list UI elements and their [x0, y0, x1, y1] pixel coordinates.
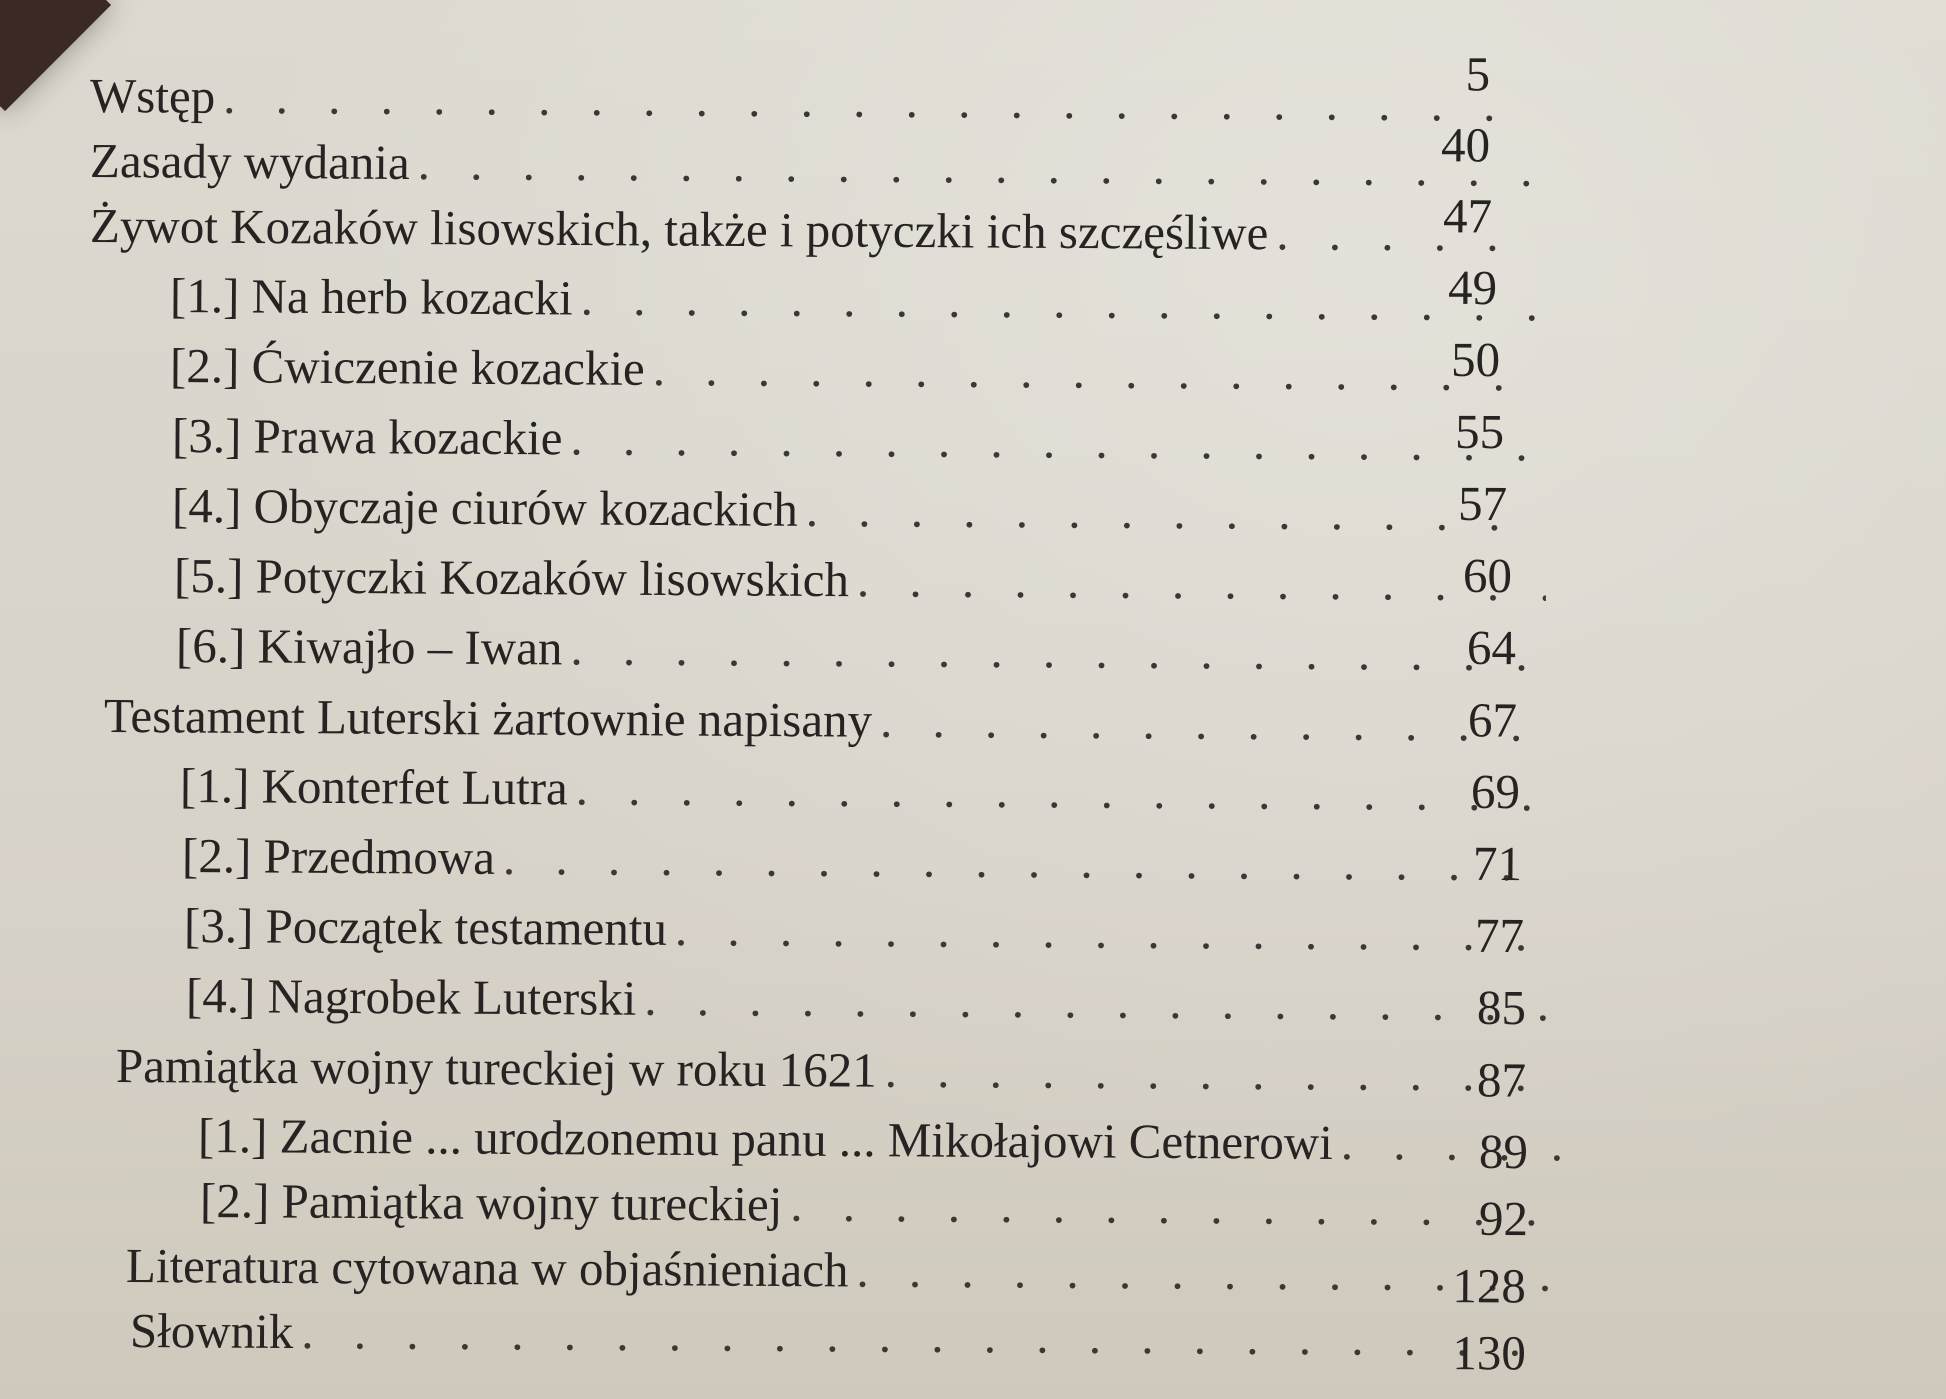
- toc-entry-page: 71: [1472, 835, 1523, 892]
- toc-entry-page: 57: [1457, 475, 1508, 532]
- toc-entry-page: 64: [1466, 619, 1517, 676]
- toc-entry-title: [2.] Pamiątka wojny tureckiej: [199, 1173, 783, 1232]
- toc-entry-wstep: [89, 46, 1530, 136]
- toc-entry-na-herb-kozacki: [169, 259, 1540, 335]
- toc-entry-title: [2.] Przedmowa: [181, 828, 496, 885]
- toc-entry-page: 69: [1470, 763, 1521, 820]
- toc-entry-zasady-wydania: [89, 117, 1530, 201]
- toc-entry-przedmowa: [182, 825, 1554, 895]
- toc-entry-page: 87: [1476, 1052, 1527, 1108]
- toc-entry-testament-luterski: [104, 685, 1550, 756]
- toc-entry-poczatek-testamentu: [184, 895, 1556, 965]
- toc-entry-page: 128: [1452, 1258, 1527, 1314]
- toc-entry-prawa-kozackie: [172, 405, 1542, 475]
- toc-entry-page: 77: [1474, 907, 1525, 964]
- toc-entry-zywot-kozakow: [89, 188, 1530, 266]
- toc-entry-title: [3.] Prawa kozackie: [171, 408, 563, 466]
- toc-entry-page: 50: [1450, 331, 1501, 388]
- toc-entry-nagrobek-luterski: [186, 965, 1558, 1035]
- toc-entry-page: 92: [1478, 1190, 1529, 1247]
- toc-entry-title: Słownik: [129, 1303, 294, 1359]
- toc-entry-title: [4.] Nagrobek Luterski: [185, 968, 637, 1026]
- toc-entry-title: Żywot Kozaków lisowskich, także i potyczki ich szczęśliwe: [89, 198, 1269, 261]
- toc-entry-pamiatka-wojny-tureckiej: [199, 1170, 1562, 1247]
- dot-leader: [570, 617, 1548, 685]
- toc-entry-title: Wstęp: [89, 68, 216, 124]
- toc-entry-page: 49: [1447, 259, 1498, 316]
- toc-entry-page: 55: [1454, 403, 1505, 460]
- toc-entry-page: 40: [1440, 117, 1491, 173]
- toc-entry-title: Testament Luterski żartownie napisany: [103, 688, 873, 748]
- dot-leader: [223, 66, 1530, 136]
- toc-entry-potyczki-kozakow: [174, 545, 1546, 615]
- toc-entry-title: [1.] Konterfet Lutra: [179, 758, 568, 816]
- dot-leader: [418, 132, 1531, 201]
- toc-entry-page: 67: [1467, 692, 1518, 748]
- toc-entry-page: 60: [1462, 547, 1513, 604]
- toc-entry-mikolajowi-cetnerowi: [197, 1105, 1562, 1180]
- toc-entry-obyczaje-ciurow: [172, 475, 1544, 545]
- toc-entry-title: [2.] Ćwiczenie kozackie: [169, 338, 645, 396]
- toc-entry-title: [1.] Na herb kozacki: [169, 268, 573, 326]
- toc-entry-title: Pamiątka wojny tureckiej w roku 1621: [115, 1038, 877, 1098]
- toc-entry-title: [4.] Obyczaje ciurów kozackich: [171, 478, 798, 537]
- toc-entry-title: [1.] Zacnie ... urodzonemu panu ... Mikołajowi Cetnerowi: [197, 1108, 1334, 1170]
- toc-entry-cwiczenie-kozackie: [169, 331, 1540, 405]
- dot-leader: [301, 1301, 1562, 1371]
- toc-entry-slownik: [129, 1300, 1562, 1381]
- toc-entry-kiwajlo-iwan: [176, 615, 1548, 685]
- toc-entry-page: 85: [1476, 979, 1527, 1036]
- dot-leader: [503, 827, 1554, 895]
- toc-entry-title: [6.] Kiwajło – Iwan: [175, 618, 563, 676]
- toc-entry-page: 130: [1452, 1325, 1527, 1381]
- toc-entry-page: 89: [1478, 1123, 1529, 1180]
- toc-entry-pamiatka-wojny-1621: [116, 1035, 1560, 1106]
- toc-entry-title: [3.] Początek testamentu: [183, 898, 668, 956]
- toc-entry-title: Zasady wydania: [89, 133, 410, 190]
- toc-entry-title: Literatura cytowana w objaśnieniach: [125, 1238, 849, 1298]
- toc-entry-literatura: [125, 1235, 1562, 1314]
- toc-entry-page: 47: [1442, 188, 1493, 244]
- toc-entry-konterfet-lutra: [180, 755, 1552, 825]
- toc-entry-title: [5.] Potyczki Kozaków lisowskich: [173, 548, 850, 608]
- toc-entry-page: 5: [1465, 46, 1491, 102]
- dot-leader: [576, 757, 1553, 825]
